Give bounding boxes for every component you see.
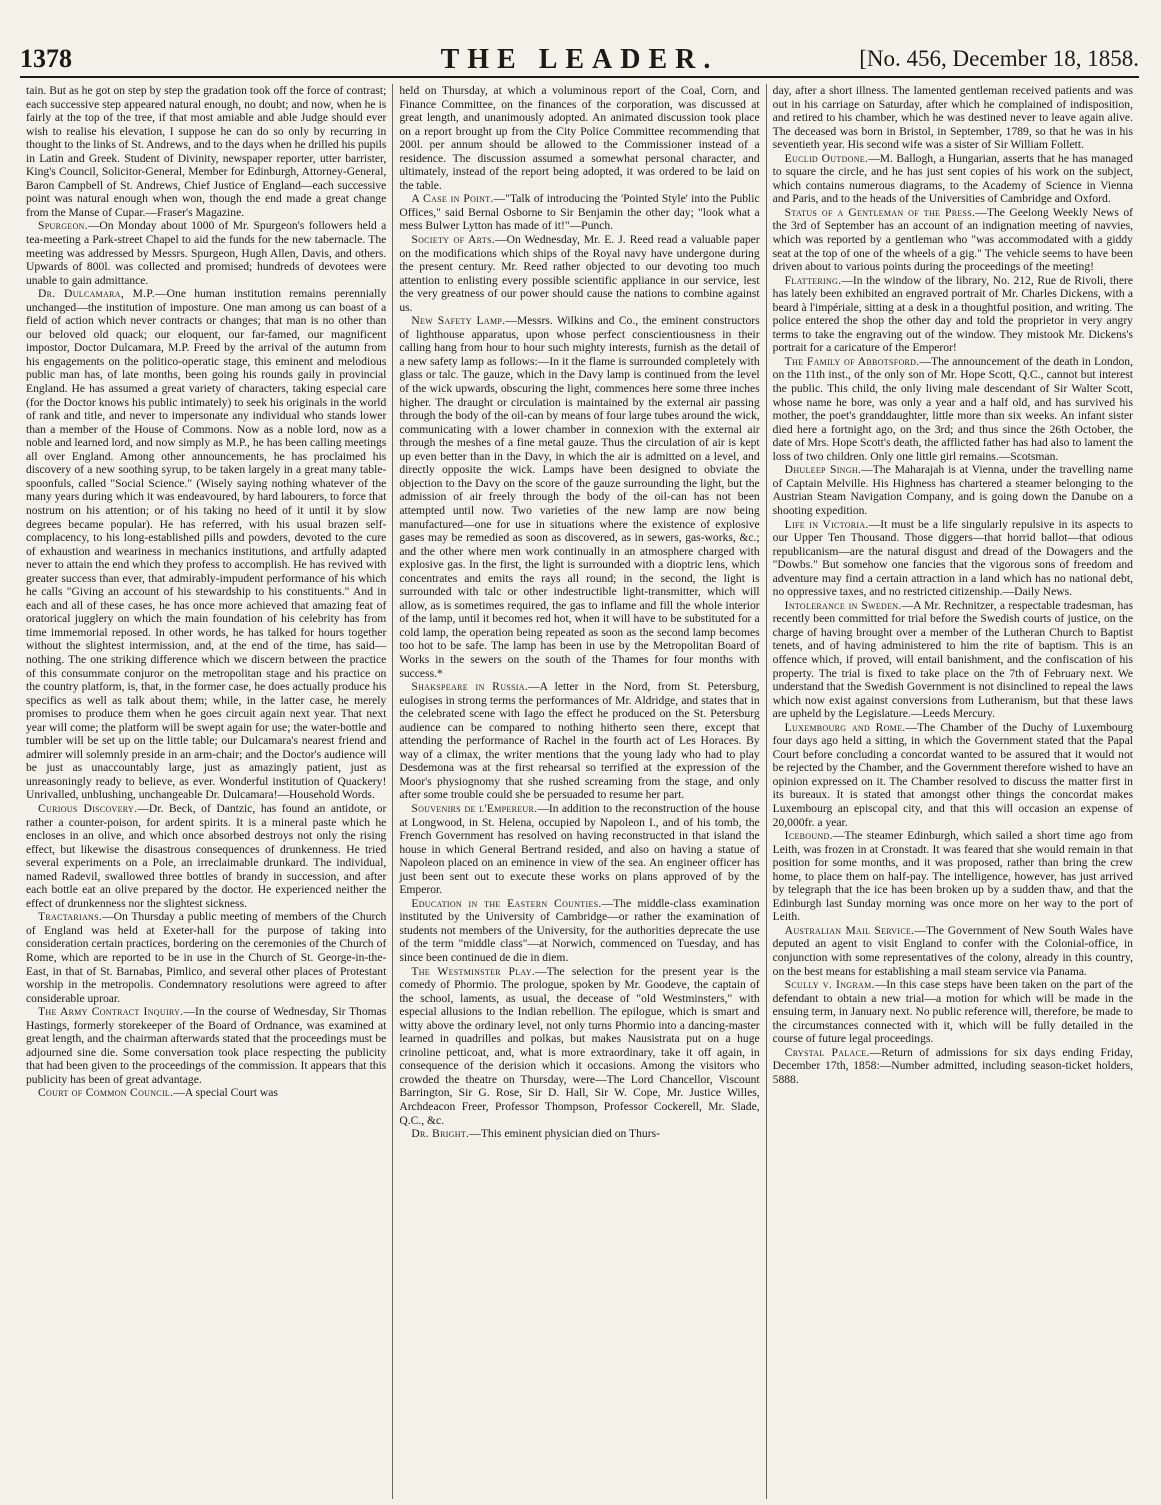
article-text: —On Monday about 1000 of Mr. Spurgeon's followers held a tea-meeting a Park-street Chapel to aid the funds for the new tabernacle. The meeting was addressed by Messrs. Spurgeon, Hugh Allen, Davis, and others. Upwards of 800l. was collected and promised; hundreds of devotees were unable to gain admittance. xyxy=(26,219,387,287)
article-text: —The Maharajah is at Vienna, under the travelling name of Captain Melville. His Highness has chartered a steamer belonging to the Austrian Steam Navigation Company, and is going down the Danube on a shooting expedition. xyxy=(772,463,1133,517)
article-paragraph xyxy=(399,802,759,897)
article-text: —In addition to the reconstruction of the house at Longwood, in St. Helena, occupied by Napoleon I., and of his tomb, the French Government has resolved on having reconstructed in that island the house in which General Bertrand resided, and also on having a statue of Napoleon placed on an eminence in view of the sea. An engineer officer has just been sent out to execute these works on plans approved of by the Emperor. xyxy=(399,801,760,897)
column-3 xyxy=(766,84,1139,1499)
article-heading: Luxembourg and Rome. xyxy=(784,720,906,734)
article-paragraph xyxy=(26,219,386,287)
article-paragraph xyxy=(773,978,1133,1046)
article-paragraph xyxy=(399,314,759,680)
article-heading: Curious Discovery. xyxy=(38,801,138,815)
article-paragraph xyxy=(26,1086,386,1100)
article-text: —Dr. Beck, of Dantzic, has found an antidote, or rather a counter-poison, for ardent spirits. It is a mineral paste which he encloses in an olive, and which once absorbed destroys not only the rising effect, but likewise the disastrous consequences of drunkenness. He tried several experiments on a Pole, an irreclaimable drunkard. The individual, named Radevil, swallowed three bottles of brandy in succession, and after each bottle eat an olive prepared by the doctor. He experienced neither the effect of drunkenness nor the slightest sickness. xyxy=(26,801,387,910)
article-paragraph xyxy=(773,463,1133,517)
article-text: —A Mr. Rechnitzer, a respectable tradesman, has recently been committed for trial before the Swedish courts of justice, on the charge of having brought over a member of the Lutheran Church to Baptist tenets, and of having administered to him the rite of baptism. This is an offence which, if proved, will entail banishment, and the confiscation of his property. The trial is fixed to take place on the 7th of February next. We understand that the Swedish Government is not disinclined to repeal the laws which now exist against conversions from Lutheranism, but that these laws are upheld by the Legislature.—Leeds Mercury. xyxy=(772,598,1133,721)
article-paragraph xyxy=(773,274,1133,355)
article-heading: Dhuleep Singh. xyxy=(784,463,862,477)
article-text: —The Geelong Weekly News of the 3rd of September has an account of an indignation meeting of navvies, which was reported by a gentleman who "was accommodated with a giddy seat at the top of one of the wheels of a gig." The vehicle seems to have been driven about to various points during the proceedings of the meeting! xyxy=(772,205,1133,274)
article-text: —The steamer Edinburgh, which sailed a short time ago from Leith, was frozen in at Cronstadt. It was feared that she would remain in that position for some months, and it was proposed, rather than bring the crew home, to place them on half-pay. The intelligence, however, has just arrived by telegraph that the ice has been broken up by a sudden thaw, and that the Edinburgh last Sunday morning was once more on her way to the port of Leith. xyxy=(772,829,1133,924)
article-heading: The Westminster Play. xyxy=(411,964,536,978)
article-text: —"Talk of introducing the 'Pointed Style' into the Public Offices," said Bernal Osborne to Sir Benjamin the other day; "look what a mess Bulwer Lytton has made of it!"—Punch. xyxy=(399,192,760,233)
issue-line: [No. 456, December 18, 1858. xyxy=(859,46,1139,71)
article-heading: Status of a Gentleman of the Press. xyxy=(784,205,976,219)
article-paragraph xyxy=(399,897,759,965)
article-paragraph xyxy=(399,965,759,1128)
article-heading: Dr. Dulcamara, M.P. xyxy=(38,287,156,301)
column-2 xyxy=(392,84,765,1499)
article-paragraph xyxy=(773,518,1133,599)
article-heading: Scully v. Ingram. xyxy=(784,978,875,992)
article-heading: Society of Arts. xyxy=(411,233,495,247)
article-heading: Intolerance in Sweden. xyxy=(784,598,902,612)
article-heading: Tractarians. xyxy=(38,910,103,924)
article-heading: Education in the Eastern Counties. xyxy=(411,896,602,910)
article-heading: Dr. Bright. xyxy=(411,1127,470,1141)
article-paragraph xyxy=(399,680,759,802)
article-heading: Australian Mail Service. xyxy=(784,923,915,937)
article-heading: The Family of Abbotsford. xyxy=(784,354,920,368)
article-paragraph xyxy=(773,1046,1133,1087)
article-paragraph xyxy=(26,1005,386,1086)
article-heading: Souvenirs de l'Empereur. xyxy=(411,801,538,815)
article-heading: Spurgeon. xyxy=(38,219,88,233)
article-text: —Return of admissions for six days ending Friday, December 17th, 1858:—Number admitted, including season-ticket holders, 5888. xyxy=(772,1045,1133,1086)
article-paragraph xyxy=(26,287,386,802)
article-text: —In the course of Wednesday, Sir Thomas Hastings, formerly storekeeper of the Board of Ordnance, was examined at great length, and the chairman afterwards stated that the proceedings must be adjourned sine die. Some conversation took place respecting the publicity that had been given to the proceedings of the commission. It appears that this publicity has been of great advantage. xyxy=(26,1005,387,1086)
article-text: —On Thursday a public meeting of members of the Church of England was held at Exeter-hall for the purpose of taking into consideration certain practices, bordering on the ceremonies of the Church of Rome, which are reported to be in use in the Church of St. George-in-the-East, in that of St. Barnabas, Pimlico, and several other places of Protestant worship in the metropolis. Condemnatory resolutions were agreed to after considerable uproar. xyxy=(26,910,387,1005)
article-text: —The middle-class examination instituted by the University of Cambridge—or rather the examination of students not members of the University, for the authorities deprecate the use of the term "middle class"—at Norwich, commenced on Tuesday, and has since been continued de die in diem. xyxy=(399,896,760,964)
article-text: —Messrs. Wilkins and Co., the eminent constructors of lighthouse apparatus, upon whose perfect conscientiousness in their calling hang from hour to hour such mighty interests, furnish as the detail of a new safety lamp as follows:—In it the flame is surrounded completely with glass or talc. The gauze, which in the Davy lamp is continued from the level of the wick upwards, obscuring the light, commences here some three inches higher. The draught or circulation is maintained by the external air passing through the body of the oil-can by means of four large tubes around the wick, communicating with a lower chamber in connexion with the external air through the meshes of a fine metal gauze. Thus the circulation of air is kept up even better than in the Davy, in which the air is admitted on a level, and directly opposite the wick. Lamps have been designed to obviate the objection to the Davy on the score of the gauze surrounding the light, but the admission of air freely through the body of the oil-can has not been attempted until now. Two varieties of the new lamp are now being manufactured—one for use in situations where the existence of explosive gases may be remedied as soon as discovered, as in sewers, gas-works, &c.; and the other where men work continually in an atmosphere charged with explosive gas. In the first, the light is surrounded with a dioptric lens, which concentrates and emits the rays all round; in the second, the light is surrounded with talc or other indestructible light-transmitter, which will allow, as is sometimes required, the gas to inflame and fill the whole interior of the lamp, until it becomes red hot, when it will have to be substituted for a cold lamp, the operation being repeated as soon as the second lamp becomes too hot to be safe. The lamp has been in use by the Metropolitan Board of Works in the sewers on the south of the Thames for four months with success.* xyxy=(399,314,760,680)
article-text: day, after a short illness. The lamented gentleman received patients and was out in his carriage on Saturday, after which he complained of indisposition, and retired to his chamber, which he was destined never to leave again alive. The deceased was born in Bristol, in September, 1789, so that he was in his seventieth year. His second wife was a sister of Sir William Follett. xyxy=(772,84,1133,152)
article-paragraph xyxy=(773,924,1133,978)
article-paragraph xyxy=(399,1127,759,1141)
article-text: held on Thursday, at which a voluminous report of the Coal, Corn, and Finance Committee, on the finances of the corporation, was discussed at great length, and unanimously adopted. An animated discussion took place on a report brought up from the City Police Committee recommending that 200l. per annum should be allowed to the Commissioner instead of a residence. The discussion assumed a somewhat personal character, and ultimately, instead of the report being adopted, it was ordered to be laid on the table. xyxy=(399,84,760,192)
article-text: —On Wednesday, Mr. E. J. Reed read a valuable paper on the modifications which ships of the Royal navy have undergone during the present century. Mr. Reed rather objected to our devoting too much attention to enlisting every possible scientific appliance in our service, lest the very greatness of our power should cause the nations to combine against us. xyxy=(399,233,760,314)
article-text: tain. But as he got on step by step the gradation took off the force of contrast; each successive step appeared natural enough, no doubt; and now, when he is fairly at the top of the tree, if that most amiable and able Judge should ever wish to realise his elevation, I suppose he can do so only by recurring in thought to the links of St. Andrews, and to the days when he drilled his pupils in Latin and Greek. Student of Divinity, newspaper reporter, utter barrister, King's Council, Solicitor-General, Member for Edinburgh, Attorney-General, Baron Campbell of St. Andrews, Chief Justice of England—each successive point was natural enough when won, though the end made a great change from the Manse of Cupar.—Fraser's Magazine. xyxy=(26,84,387,219)
article-heading: Life in Victoria. xyxy=(784,517,869,531)
article-paragraph xyxy=(26,802,386,910)
article-heading: Crystal Palace. xyxy=(784,1045,870,1059)
article-text: —The Chamber of the Duchy of Luxembourg four days ago held a sitting, in which the Government stated that the Papal Court before concluding a concordat wanted to be assured that it would not be rejected by the Chamber, and the Government therefore wished to have an opinion expressed on it. The Chamber resolved to discuss the matter first in its bureaux. It is stated that amongst other things the concordat makes Luxembourg an episcopal city, and that this will occasion an expense of 20,000fr. a year. xyxy=(772,720,1133,829)
article-text: —A special Court was xyxy=(173,1086,278,1100)
article-heading: A Case in Point. xyxy=(411,192,494,206)
article-heading: Euclid Outdone. xyxy=(784,151,869,165)
article-columns xyxy=(20,84,1139,1499)
article-text: —The Government of New South Wales have deputed an agent to visit England to confer with the Colonial-office, in conjunction with some representatives of the colony, already in this country, on the best means for establishing a mail steam service via Panama. xyxy=(772,923,1133,978)
article-heading: New Safety Lamp. xyxy=(411,314,506,328)
article-heading: Court of Common Council. xyxy=(38,1086,174,1100)
article-text: —A letter in the Nord, from St. Petersburg, eulogises in strong terms the performances of Mr. Aldridge, and states that in the celebrated scene with Iago the effect he produced on the St. Petersburg audience can be compared to nothing hitherto seen there, except that attending the performance of Rachel in the fourth act of Les Horaces. By way of a climax, the writer mentions that the young lady who had to play Desdemona was at the first rehearsal so terrified at the expression of the Moor's physiognomy that she rushed screaming from the stage, and only after some trouble could she be persuaded to resume her part. xyxy=(399,680,760,802)
page-number: 1378 xyxy=(20,44,72,73)
article-paragraph xyxy=(773,152,1133,206)
article-paragraph xyxy=(26,910,386,1005)
article-heading: Icebound. xyxy=(784,829,833,843)
article-text: —This eminent physician died on Thurs- xyxy=(469,1127,660,1141)
article-paragraph xyxy=(399,192,759,233)
article-paragraph xyxy=(26,84,386,219)
article-text: —The selection for the present year is the comedy of Phormio. The prologue, spoken by Mr. Goodeve, the captain of the school, laments, as usual, the decease of "old Westminsters," with especial allusions to the Indian rebellion. The epilogue, which is smart and witty above the ordinary level, not only turns Phormio into a dancing-master learned in quadrilles and polkas, but makes Nausistrata put on a huge crinoline petticoat, and, what is more extraordinary, take it off again, in consequence of the derision which it occasions. Among the visitors who crowded the theatre on Thursday, were—The Lord Chancellor, Viscount Barrington, Sir G. Rose, Sir D. Hall, Sir W. Cope, Mr. Justice Willes, Archdeacon Freer, Professor Thompson, Professor Cockerell, Mr. Slade, Q.C., &c. xyxy=(399,964,760,1127)
article-text: —The announcement of the death in London, on the 11th inst., of the only son of Mr. Hope Scott, Q.C., cannot but interest the public. This child, the only living male descendant of Sir Walter Scott, whose name he bore, was only a year and a half old, and has survived his mother, the poet's granddaughter, little more than six weeks. An infant sister died here a fortnight ago, on the 3rd; and thus since the 26th October, the date of Mrs. Hope Scott's death, the afflicted father has had also to lament the loss of two children. Only one little girl remains.—Scotsman. xyxy=(772,354,1133,463)
article-paragraph xyxy=(773,829,1133,924)
article-paragraph xyxy=(773,84,1133,152)
article-heading: Shakspeare in Russia. xyxy=(411,680,529,694)
article-text: —One human institution remains perennially unchanged—the institution of imposture. One man among us can boast of a field of action which never contracts or changes; that man is no other than our beloved old quack; our eloquent, our far-famed, our magnificent impostor, Doctor Dulcamara, M.P. Freed by the arrival of the autumn from his engagements on the politico-operatic stage, this eminent and melodious public man has, of late months, been going his rounds gaily in provincial England. He has assumed a great variety of characters, taking especial care (for the Doctor knows his public intimately) to seek his originals in the world of rank and title, and never to impersonate any individual who stands lower than a member of the House of Commons. Now as a noble lord, now as a noble and learned lord, and now simply as M.P., he has been calling meetings all over England. Among other announcements, he has proclaimed his discovery of a new soothing syrup, to be taken largely in a great many table-spoonfuls, called "Social Science." (Wisely saying nothing whatever of the many years during which it was endeavoured, by hard labourers, to force that nostrum on his attention; or of his taking no heed of it until it by slow degrees became popular). He has referred, with his usual brazen self-complacency, to his long-established pills and powders, devoted to the cure of exhaustion and weariness in mechanics institutions, and artfully adapted never to attain the end which they profess to accomplish. He has revived with greater success than ever, that admirably-impudent performance of his which he calls "Giving an account of his stewardship to his constituents." And in each and all of these cases, he has once more achieved that amazing feat of oratorical jugglery on which the main foundation of his celebrity has from time immemorial reposed. In other words, he has talked for hours together without the slightest intermission, and, at the end of the time, has said—nothing. The one striking difference which we discern between the practice of this consummate conjuror on the metropolitan stage and his practice on the country platform, is, that, in the former case, he does actually produce his specifics as well as talk about them; while, in the latter case, he merely promises to produce them when he goes circuit again next year. That next year will come; the platform will be swept again for use; the water-bottle and tumbler will be set up on the little table; our Dulcamara's nearest friend and admirer will solemnly preside in an arm-chair; and the Doctor's audience will be just as unaccountably large, just as amazingly patient, just as unreasoningly ready to believe, as ever. Wonderful institution of Quackery! Unrivalled, unblushing, unchangeable Dr. Dulcamara!—Household Words. xyxy=(26,287,387,802)
article-heading: The Army Contract Inquiry. xyxy=(38,1005,184,1019)
page-title: THE LEADER. xyxy=(440,44,719,75)
article-text: —In the window of the library, No. 212, Rue de Rivoli, there has lately been exhibited an engraved portrait of Mr. Charles Dickens, with a beard à l'impériale, sitting at a desk in a thoughtful position, and writing. The police entered the shop the other day and told the proprietor in very angry terms to take the engraving out of the window. They mistook Mr. Dickens's portrait for a caricature of the Emperor! xyxy=(772,273,1133,355)
article-paragraph xyxy=(773,206,1133,274)
article-paragraph xyxy=(399,84,759,192)
article-text: —It must be a life singularly repulsive in its aspects to our Upper Ten Thousand. Those diggers—that horrid ballot—that odious republicanism—are the natural disgust and dread of the Dowagers and the "Dowbs." But somehow one fancies that the vigorous sons of freedom and adventure may find a certain attraction in a land which has no national debt, no oppressive taxes, and no restricted citizenship.—Daily News. xyxy=(772,517,1133,599)
article-text: —In this case steps have been taken on the part of the defendant to obtain a new trial—a motion for which will be made in the ensuing term, in January next. No public reference will, therefore, be made to the circumstances connected with it, which will be fully detailed in the course of future legal proceedings. xyxy=(772,978,1133,1046)
article-paragraph xyxy=(773,721,1133,829)
article-heading: Flattering. xyxy=(784,273,842,287)
article-paragraph xyxy=(399,233,759,314)
article-paragraph xyxy=(773,355,1133,463)
article-text: —M. Ballogh, a Hungarian, asserts that he has managed to square the circle, and he has just sent copies of his work on the subject, which contains numerous diagrams, to the Academy of Science in Vienna and Paris, and to the heads of the Universities of Cambridge and Oxford. xyxy=(772,151,1133,206)
column-1 xyxy=(20,84,392,1499)
masthead xyxy=(20,42,1139,78)
article-paragraph xyxy=(773,599,1133,721)
